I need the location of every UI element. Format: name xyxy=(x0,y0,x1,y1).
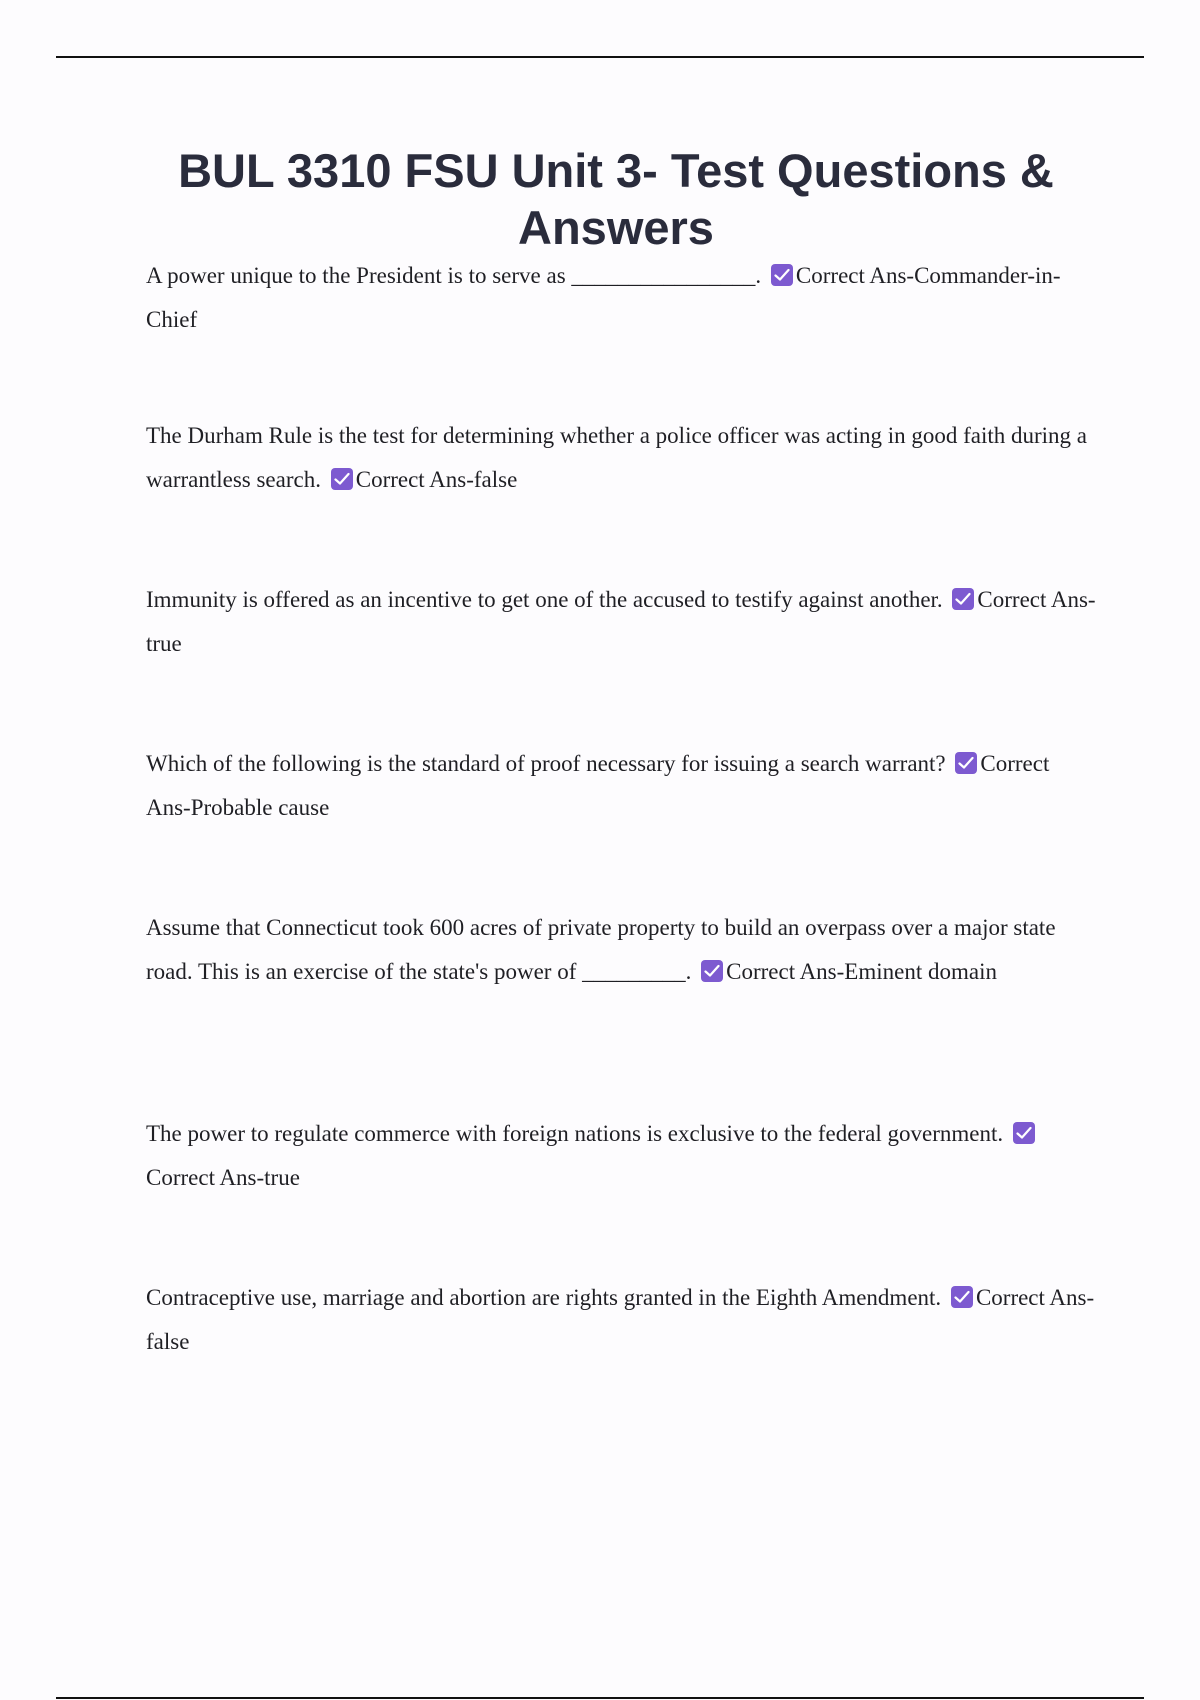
answer-text: Correct Ans-false xyxy=(146,1285,1095,1354)
answer-text: Correct Ans-Eminent domain xyxy=(726,959,997,984)
checkbox-checked-icon xyxy=(1013,1122,1035,1144)
answer-text: Correct Ans-Probable cause xyxy=(146,751,1050,820)
answer-text: Correct Ans-true xyxy=(146,1165,300,1190)
answer-text: Correct Ans-false xyxy=(355,467,518,492)
qa-item-7 xyxy=(146,1276,1098,1364)
bottom-divider xyxy=(56,1697,1144,1699)
qa-item-3 xyxy=(146,578,1098,666)
checkbox-checked-icon xyxy=(951,1286,973,1308)
answer-text: Correct Ans-true xyxy=(146,587,1096,656)
qa-item-6 xyxy=(146,1112,1098,1200)
qa-item-4 xyxy=(146,742,1098,830)
checkbox-checked-icon xyxy=(771,264,793,286)
top-divider xyxy=(56,56,1144,58)
qa-item-5 xyxy=(146,906,1098,994)
answer-text: Correct Ans-Commander-in-Chief xyxy=(146,263,1061,332)
question-text: Assume that Connecticut took 600 acres of private property to build an overpass over a major state road. This is an exercise of the state's power of _________. xyxy=(146,915,1056,984)
checkbox-checked-icon xyxy=(701,960,723,982)
question-text: Immunity is offered as an incentive to get one of the accused to testify against another. xyxy=(146,587,943,612)
checkbox-checked-icon xyxy=(955,752,977,774)
qa-item-1 xyxy=(146,254,1098,342)
question-text: A power unique to the President is to serve as ________________. xyxy=(146,263,762,288)
checkbox-checked-icon xyxy=(952,588,974,610)
qa-item-2 xyxy=(146,414,1098,502)
question-text: The power to regulate commerce with foreign nations is exclusive to the federal government. xyxy=(146,1121,1004,1146)
checkbox-checked-icon xyxy=(331,468,353,490)
question-text: The Durham Rule is the test for determining whether a police officer was acting in good faith during a warrantless search. xyxy=(146,423,1088,492)
question-text: Which of the following is the standard of proof necessary for issuing a search warrant? xyxy=(146,751,946,776)
page-title: BUL 3310 FSU Unit 3- Test Questions & Answers xyxy=(178,144,1054,254)
question-text: Contraceptive use, marriage and abortion are rights granted in the Eighth Amendment. xyxy=(146,1285,942,1310)
